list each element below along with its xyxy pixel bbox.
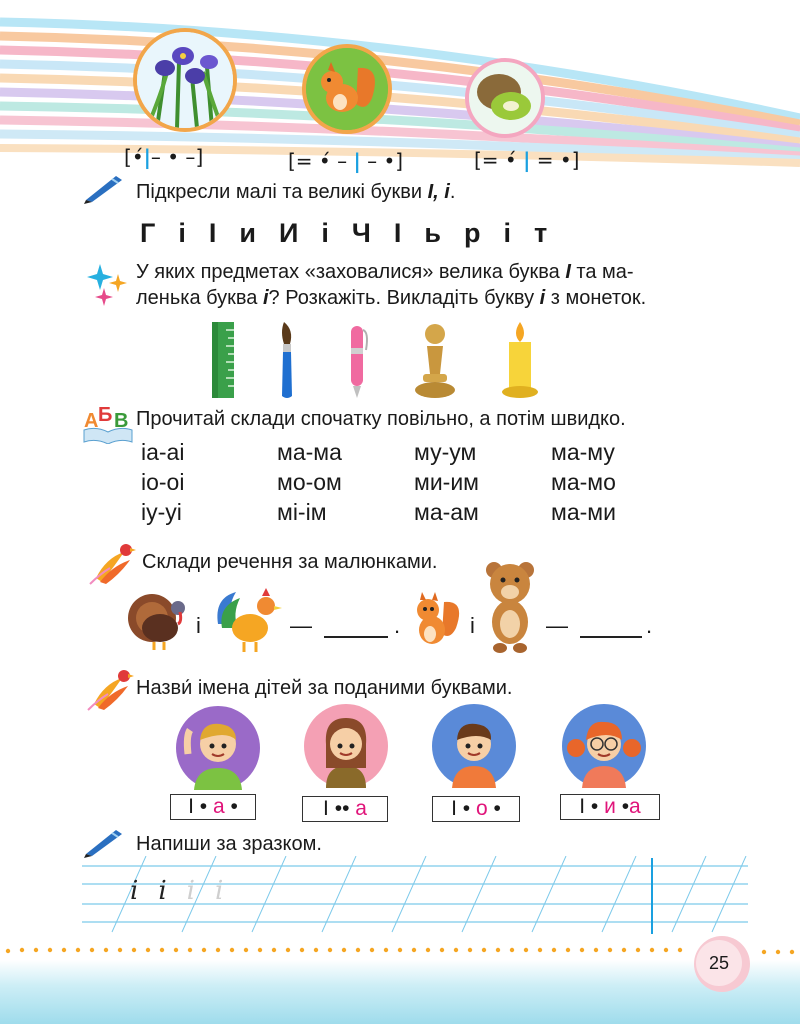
ruler-icon <box>208 320 238 400</box>
boy-waving-avatar <box>176 706 260 790</box>
sound-scheme-2: [= •́ – | – •] <box>288 149 404 173</box>
name-scheme-2: І •• а <box>302 796 388 822</box>
candle-icon <box>500 320 540 400</box>
rooster-icon <box>212 584 286 654</box>
page-number: 25 <box>696 940 742 986</box>
task-3-text: Прочитай склади спочатку повільно, а потім швидко. <box>136 408 626 430</box>
syllable-column-2: ма-ма мо-ом мі-ім <box>277 439 342 525</box>
firebird-icon <box>84 664 134 712</box>
girl-avatar <box>304 704 388 788</box>
boy-avatar <box>432 704 516 788</box>
kiwi-picture <box>465 58 545 138</box>
sentence-dash-2: — <box>546 613 568 638</box>
abv-book-icon: А Б В <box>82 404 134 444</box>
sentence-conj-2: і <box>470 613 475 638</box>
pen-object-icon <box>342 320 372 400</box>
header-stripes <box>0 0 800 170</box>
task-5-text: Назви́ імена дітей за поданими буквами. <box>136 677 513 699</box>
name-scheme-1: І • а • <box>170 794 256 820</box>
name-scheme-4: І • и •а <box>560 794 660 820</box>
sound-scheme-1: [•́|– • –] <box>124 145 204 169</box>
letters-row: Г і І и И і Ч І ь р і т <box>140 218 549 248</box>
sound-scheme-3: [= •́ | = •] <box>474 148 580 172</box>
sentence-conj-1: і <box>196 613 201 638</box>
task-4-text: Склади речення за малюнками. <box>142 551 438 573</box>
writing-sample: і і і і <box>130 876 224 906</box>
sentence-blank-1[interactable] <box>324 636 388 638</box>
sentence-blank-2[interactable] <box>580 636 642 638</box>
firebird-icon <box>86 538 136 586</box>
task-2-text-line-2: ленька буква і? Розкажіть. Викладіть букву і з монеток. <box>136 287 647 309</box>
chess-pawn-icon <box>410 320 460 400</box>
turkey-icon <box>124 588 190 652</box>
task-6-text: Напиши за зразком. <box>136 833 322 855</box>
squirrel-small-icon <box>410 590 462 650</box>
syllable-column-4: ма-му ма-мо ма-ми <box>551 439 616 525</box>
bear-icon <box>484 560 536 654</box>
bottom-band <box>0 960 800 1024</box>
sentence-dash-1: — <box>290 613 312 638</box>
pen-icon <box>82 824 124 858</box>
syllable-column-3: му-ум ми-им ма-ам <box>414 439 479 525</box>
name-scheme-3: І • о • <box>432 796 520 822</box>
sparkle-icon <box>86 262 130 306</box>
girl-glasses-avatar <box>562 704 646 788</box>
task-2-text-line-1: У яких предметах «заховалися» велика буква І та ма- <box>136 261 634 283</box>
page-number-badge <box>694 936 750 992</box>
sentence-end-2: . <box>646 613 653 638</box>
task-1-text: Підкресли малі та великі букви І, і. <box>136 181 456 203</box>
dotted-border <box>0 944 800 958</box>
pen-icon <box>82 170 124 204</box>
brush-icon <box>272 320 302 400</box>
sentence-end-1: . <box>394 613 401 638</box>
syllable-column-1: іа-аі іо-оі іу-уі <box>141 439 185 525</box>
iris-picture <box>133 28 237 132</box>
squirrel-picture <box>302 44 392 134</box>
